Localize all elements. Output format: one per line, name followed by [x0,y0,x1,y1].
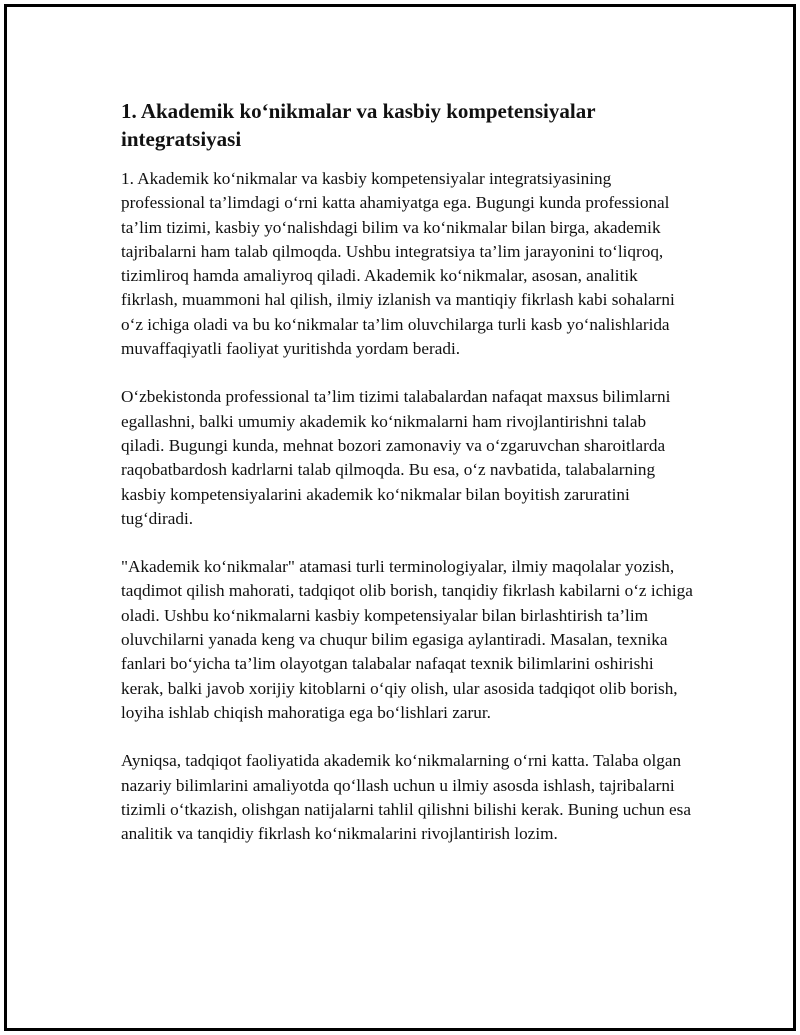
paragraph-3: "Akademik ko‘nikmalar" atamasi turli terminologiyalar, ilmiy maqolalar yozish, taqdimot qilish mahorati, tadqiqot olib borish, tanqidiy fikrlash kabilarni o‘z ichiga oladi. Ushbu ko‘nikmalarni kasbiy kompetensiyalar bilan birlashtirish ta’lim oluvchilarni yanada keng va chuqur bilim egasiga aylantiradi. Masalan, texnika fanlari bo‘yicha ta’lim olayotgan talabalar nafaqat texnik bilimlarini oshirishi kerak, balki javob xorijiy kitoblarni o‘qiy olish, ular asosida tadqiqot olib borish, loyiha ishlab chiqish mahoratiga ega bo‘lishlari zarur. [121,557,693,722]
section-heading: 1. Akademik ko‘nikmalar va kasbiy kompetensiyalar integratsiyasi [121,99,596,151]
paragraph-1: 1. Akademik ko‘nikmalar va kasbiy kompetensiyalar integratsiyasining professional ta’limdagi o‘rni katta ahamiyatga ega. Bugungi kunda professional ta’lim tizimi, kasbiy yo‘nalishdagi bilim va ko‘nikmalar bilan birga, akademik tajribalarni ham talab qilmoqda. Ushbu integratsiya ta’lim jarayonini to‘liqroq, tizimliroq hamda amaliyroq qiladi. Akademik ko‘nikmalar, asosan, analitik fikrlash, muammoni hal qilish, ilmiy izlanish va mantiqiy fikrlash kabi sohalarni o‘z ichiga oladi va bu ko‘nikmalar ta’lim oluvchilarga turli kasb yo‘nalishlarida muvaffaqiyatli faoliyat yuritishda yordam beradi. [121,169,675,359]
paragraph-2: O‘zbekistonda professional ta’lim tizimi talabalardan nafaqat maxsus bilimlarni egallashni, balki umumiy akademik ko‘nikmalarni ham rivojlantirishni talab qiladi. Bugungi kunda, mehnat bozori zamonaviy va o‘zgaruvchan sharoitlarda raqobatbardosh kadrlarni talab qilmoqda. Bu esa, o‘z navbatida, talabalarning kasbiy kompetensiyalarini akademik ko‘nikmalar bilan boyitish zaruratini tug‘diradi. [121,387,671,528]
document-body [121,97,693,870]
paragraph-4: Ayniqsa, tadqiqot faoliyatida akademik ko‘nikmalarning o‘rni katta. Talaba olgan nazariy bilimlarini amaliyotda qo‘llash uchun u ilmiy asosda ishlash, tajribalarni tizimli o‘tkazish, olishgan natijalarni tahlil qilishni bilishi kerak. Buning uchun esa analitik va tanqidiy fikrlash ko‘nikmalarini rivojlantirish lozim. [121,751,691,844]
page-frame [4,4,796,1031]
